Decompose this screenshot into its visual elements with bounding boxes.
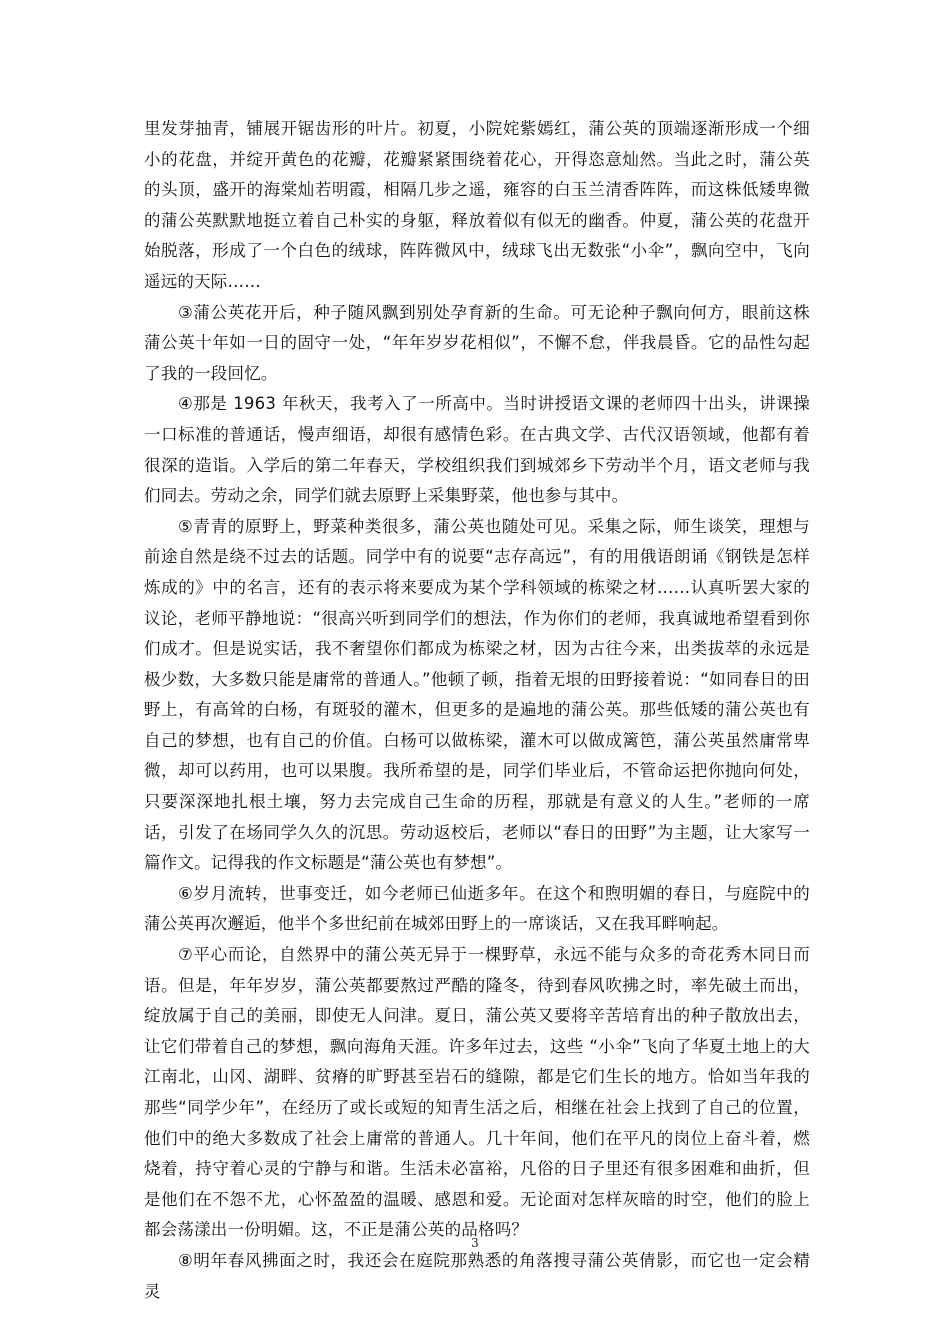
paragraph-continued: 里发芽抽青，铺展开锯齿形的叶片。初夏，小院姹紫嫣红，蒲公英的顶端逐渐形成一个细小的花盘，并绽开黄色的花瓣，花瓣紧紧围绕着花心，开得恣意灿然。当此之时，蒲公英的头顶，盛开的海棠灿若明霞，相隔几步之遥，雍容的白玉兰清香阵阵，而这株低矮卑微的蒲公英默默地挺立着自己朴实的身躯，释放着似有似无的幽香。仲夏，蒲公英的花盘开始脱落，形成了一个白色的绒球，阵阵微风中，绒球飞出无数张“小伞”，飘向空中，飞向遥远的天际……	[144, 119, 810, 291]
paragraph-3: ③蒲公英花开后，种子随风飘到别处孕育新的生命。可无论种子飘向何方，眼前这株蒲公英十年如一日的固守一处，“年年岁岁花相似”，不懈不怠，伴我晨昏。它的品性勾起了我的一段回忆。	[144, 302, 810, 383]
paragraph-5: ⑤青青的原野上，野菜种类很多，蒲公英也随处可见。采集之际，师生谈笑，理想与前途自然是绕不过去的话题。同学中有的说要“志存高远”，有的用俄语朗诵《钢铁是怎样炼成的》中的名言，还有的表示将来要成为某个学科领域的栋梁之材……认真听罢大家的议论，老师平静地说：“很高兴听到同学们的想法，作为你们的老师，我真诚地希望看到你们成才。但是说实话，我不奢望你们都成为栋梁之材，因为古往今来，出类拔萃的永远是极少数，大多数只能是庸常的普通人。”他顿了顿，指着无垠的田野接着说：“如同春日的田野上，有高耸的白杨，有斑驳的灌木，但更多的是遍地的蒲公英。那些低矮的蒲公英也有自己的梦想，也有自己的价值。白杨可以做栋梁，灌木可以做成篱笆，蒲公英虽然庸常卑微，却可以药用，也可以果腹。我所希望的是，同学们毕业后，不管命运把你抛向何处，只要深深地扎根土壤，努力去完成自己生命的历程，那就是有意义的人生。”老师的一席话，引发了在场同学久久的沉思。劳动返校后，老师以“春日的田野”为主题，让大家写一篇作文。记得我的作文标题是“蒲公英也有梦想”。	[144, 516, 810, 873]
page-number: 3	[471, 1236, 479, 1250]
paragraph-8: ⑧明年春风拂面之时，我还会在庭院那熟悉的角落搜寻蒲公英倩影，而它也一定会精灵	[144, 1250, 810, 1301]
paragraph-6: ⑥岁月流转，世事变迁，如今老师已仙逝多年。在这个和煦明媚的春日，与庭院中的蒲公英再次邂逅，他半个多世纪前在城郊田野上的一席谈话，又在我耳畔响起。	[144, 883, 810, 934]
paragraph-4: ④那是 1963 年秋天，我考入了一所高中。当时讲授语文课的老师四十出头，讲课操一口标准的普通话，慢声细语，却很有感情色彩。在古典文学、古代汉语领域，他都有着很深的造诣。入学后的第二年春天，学校组织我们到城郊乡下劳动半个月，语文老师与我们同去。劳动之余，同学们就去原野上采集野菜，他也参与其中。	[144, 394, 810, 506]
document-body	[144, 114, 810, 1307]
paragraph-7: ⑦平心而论，自然界中的蒲公英无异于一棵野草，永远不能与众多的奇花秀木同日而语。但是，年年岁岁，蒲公英都要熬过严酷的隆冬，待到春风吹拂之时，率先破土而出，绽放属于自己的美丽，即使无人问津。夏日，蒲公英又要将辛苦培育出的种子散放出去，让它们带着自己的梦想，飘向海角天涯。许多年过去，这些 “小伞”飞向了华夏土地上的大江南北，山冈、湖畔、贫瘠的旷野甚至岩石的缝隙，都是它们生长的地方。恰如当年我的那些“同学少年”，在经历了或长或短的知青生活之后，相继在社会上找到了自己的位置，他们中的绝大多数成了社会上庸常的普通人。几十年间，他们在平凡的岗位上奋斗着，燃烧着，持守着心灵的宁静与和谐。生活未必富裕，凡俗的日子里还有很多困难和曲折，但是他们在不怨不尤，心怀盈盈的温暖、感恩和爱。无论面对怎样灰暗的时空，他们的脸上都会荡漾出一份明媚。这，不正是蒲公英的品格吗？	[144, 945, 810, 1240]
